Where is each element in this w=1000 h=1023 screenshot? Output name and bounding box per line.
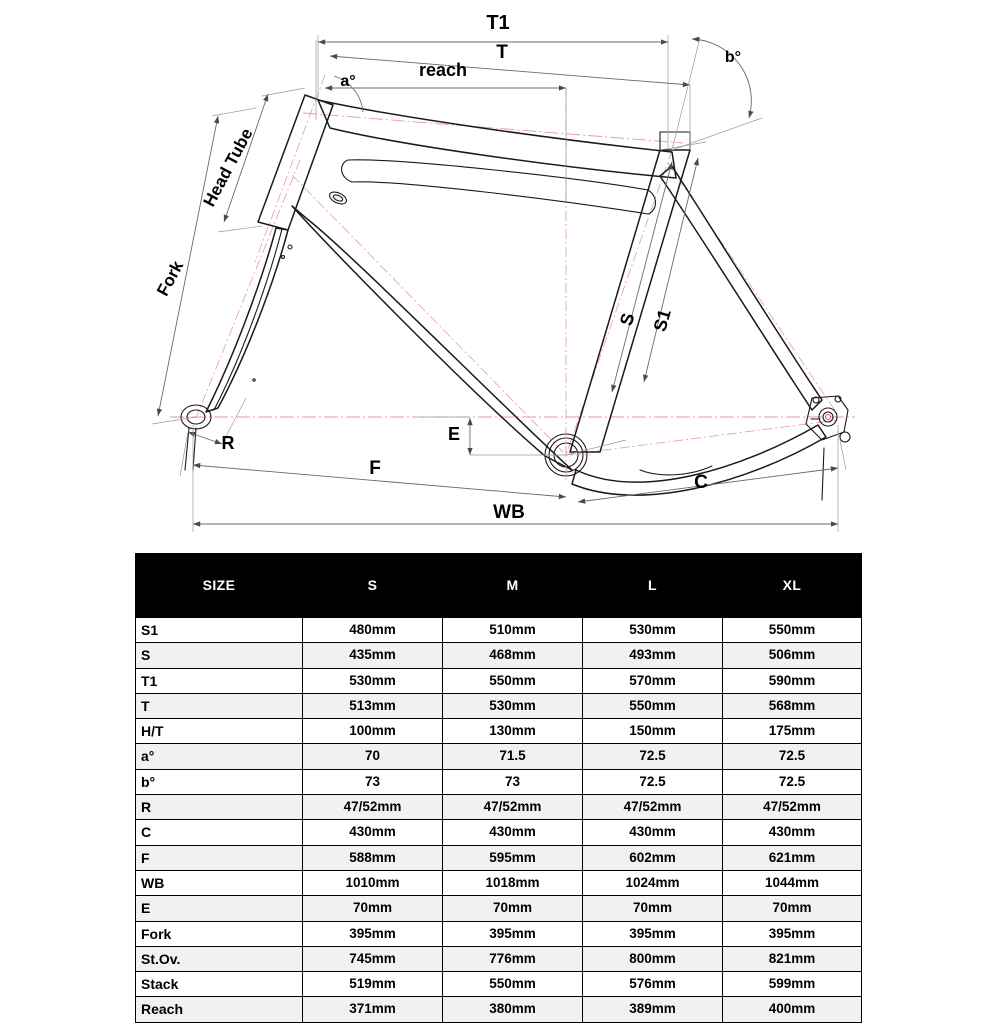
cell-xl: 72.5	[723, 744, 862, 769]
row-label-ht: H/T	[136, 719, 303, 744]
head-tube-centerline	[255, 75, 325, 262]
frame-tubes-group	[181, 95, 850, 500]
cell-m: 530mm	[443, 693, 583, 718]
fork-blade	[206, 228, 288, 412]
row-label-r: R	[136, 795, 303, 820]
row-label-t: T	[136, 693, 303, 718]
cell-m: 1018mm	[443, 870, 583, 895]
table-row	[136, 845, 862, 870]
dimension-labels-group	[153, 12, 741, 523]
cell-m: 550mm	[443, 972, 583, 997]
row-label-c: C	[136, 820, 303, 845]
table-row	[136, 618, 862, 643]
row-label-fork: Fork	[136, 921, 303, 946]
header-size-s: S	[303, 554, 443, 618]
cell-l: 550mm	[583, 693, 723, 718]
cell-s: 513mm	[303, 693, 443, 718]
row-label-s: S	[136, 643, 303, 668]
cell-m: 468mm	[443, 643, 583, 668]
row-label-stack: Stack	[136, 972, 303, 997]
top-tube-centerline	[303, 113, 683, 143]
cell-m: 430mm	[443, 820, 583, 845]
table-row	[136, 719, 862, 744]
c-dimension-line	[578, 468, 838, 502]
cell-l: 1024mm	[583, 870, 723, 895]
row-label-stov: St.Ov.	[136, 946, 303, 971]
cell-s: 100mm	[303, 719, 443, 744]
cell-s: 371mm	[303, 997, 443, 1022]
ht-ext-bottom	[218, 226, 262, 232]
cell-l: 530mm	[583, 618, 723, 643]
front-triangle-inner	[342, 160, 656, 214]
cell-l: 800mm	[583, 946, 723, 971]
cell-s: 395mm	[303, 921, 443, 946]
cell-s: 47/52mm	[303, 795, 443, 820]
fork-ext-top	[212, 108, 256, 116]
cell-l: 70mm	[583, 896, 723, 921]
cell-xl: 506mm	[723, 643, 862, 668]
table-row	[136, 997, 862, 1022]
cell-m: 70mm	[443, 896, 583, 921]
table-row	[136, 693, 862, 718]
cell-m: 395mm	[443, 921, 583, 946]
cell-l: 576mm	[583, 972, 723, 997]
table-row	[136, 668, 862, 693]
cell-xl: 599mm	[723, 972, 862, 997]
geometry-table	[135, 553, 862, 1023]
cell-s: 1010mm	[303, 870, 443, 895]
fork-ext-bottom	[152, 417, 196, 424]
geometry-table-body	[136, 618, 862, 1023]
dimension-label-r: R	[221, 433, 235, 453]
cell-xl: 1044mm	[723, 870, 862, 895]
row-label-f: F	[136, 845, 303, 870]
cell-l: 72.5	[583, 744, 723, 769]
header-size-m: M	[443, 554, 583, 618]
cell-xl: 72.5	[723, 769, 862, 794]
cell-l: 389mm	[583, 997, 723, 1022]
cell-m: 595mm	[443, 845, 583, 870]
cell-xl: 395mm	[723, 921, 862, 946]
row-label-s1: S1	[136, 618, 303, 643]
header-size: SIZE	[136, 554, 303, 618]
b-angle-ref-horizontal	[672, 118, 762, 150]
cell-s: 519mm	[303, 972, 443, 997]
c-ext-right	[838, 430, 846, 470]
cell-xl: 400mm	[723, 997, 862, 1022]
cell-xl: 621mm	[723, 845, 862, 870]
table-row	[136, 972, 862, 997]
dimension-label-s1: S1	[649, 307, 675, 334]
dimension-label-wb: WB	[493, 502, 525, 523]
cell-s: 480mm	[303, 618, 443, 643]
cell-s: 70	[303, 744, 443, 769]
cell-s: 530mm	[303, 668, 443, 693]
cell-xl: 175mm	[723, 719, 862, 744]
rear-dropout	[806, 396, 850, 500]
row-label-b: b°	[136, 769, 303, 794]
dimension-label-c: C	[694, 472, 708, 493]
cell-m: 73	[443, 769, 583, 794]
dimension-lines-group	[152, 35, 846, 532]
cell-s: 430mm	[303, 820, 443, 845]
cell-l: 395mm	[583, 921, 723, 946]
ht-ext-top	[262, 88, 305, 96]
cell-xl: 430mm	[723, 820, 862, 845]
table-row	[136, 769, 862, 794]
dimension-label-t1: T1	[486, 12, 510, 34]
geometry-table-head	[136, 554, 862, 618]
row-label-a: a°	[136, 744, 303, 769]
cell-l: 72.5	[583, 769, 723, 794]
cell-l: 570mm	[583, 668, 723, 693]
geometry-table-container	[135, 553, 856, 1023]
cell-s: 435mm	[303, 643, 443, 668]
seat-stay	[660, 166, 822, 410]
table-row	[136, 795, 862, 820]
down-tube	[292, 206, 572, 470]
t-dimension-line	[330, 56, 690, 85]
cell-xl: 590mm	[723, 668, 862, 693]
table-header-row	[136, 554, 862, 618]
cell-xl: 47/52mm	[723, 795, 862, 820]
dimension-label-f: F	[369, 458, 381, 479]
b-angle-ref-seat	[672, 38, 700, 150]
table-row	[136, 896, 862, 921]
chain-stay-centerline	[566, 420, 838, 455]
cell-m: 47/52mm	[443, 795, 583, 820]
dimension-label-head-tube: Head Tube	[199, 125, 257, 210]
cell-l: 602mm	[583, 845, 723, 870]
cell-s: 588mm	[303, 845, 443, 870]
cell-m: 71.5	[443, 744, 583, 769]
cell-l: 430mm	[583, 820, 723, 845]
front-dropout	[181, 405, 211, 470]
cell-xl: 821mm	[723, 946, 862, 971]
s-ext-top	[660, 142, 706, 150]
table-row	[136, 643, 862, 668]
table-row	[136, 921, 862, 946]
s-dimension-line	[612, 162, 672, 392]
cell-s: 70mm	[303, 896, 443, 921]
fork-inner-line	[214, 229, 282, 410]
cell-xl: 70mm	[723, 896, 862, 921]
cell-s: 73	[303, 769, 443, 794]
cell-l: 493mm	[583, 643, 723, 668]
cell-m: 510mm	[443, 618, 583, 643]
table-row	[136, 744, 862, 769]
header-size-xl: XL	[723, 554, 862, 618]
table-row	[136, 820, 862, 845]
dimension-label-b-angle: b°	[724, 49, 742, 66]
dimension-label-reach: reach	[418, 60, 468, 80]
table-row	[136, 870, 862, 895]
cell-xl: 568mm	[723, 693, 862, 718]
top-tube	[318, 100, 676, 178]
header-size-l: L	[583, 554, 723, 618]
row-label-t1: T1	[136, 668, 303, 693]
dimension-label-e: E	[447, 424, 461, 444]
down-tube-centerline	[292, 175, 566, 455]
cell-l: 47/52mm	[583, 795, 723, 820]
seat-tube-centerline	[566, 150, 672, 455]
row-label-reach: Reach	[136, 997, 303, 1022]
dimension-label-s: S	[615, 310, 639, 328]
cell-xl: 550mm	[723, 618, 862, 643]
dimension-label-a-angle: a°	[340, 73, 356, 90]
dimension-label-fork: Fork	[153, 257, 188, 300]
row-label-e: E	[136, 896, 303, 921]
row-label-wb: WB	[136, 870, 303, 895]
table-row	[136, 946, 862, 971]
dimension-label-t: T	[496, 42, 508, 63]
cell-m: 380mm	[443, 997, 583, 1022]
cell-s: 745mm	[303, 946, 443, 971]
cell-l: 150mm	[583, 719, 723, 744]
b-angle-arc	[692, 39, 751, 118]
cell-m: 550mm	[443, 668, 583, 693]
cell-m: 776mm	[443, 946, 583, 971]
cell-m: 130mm	[443, 719, 583, 744]
